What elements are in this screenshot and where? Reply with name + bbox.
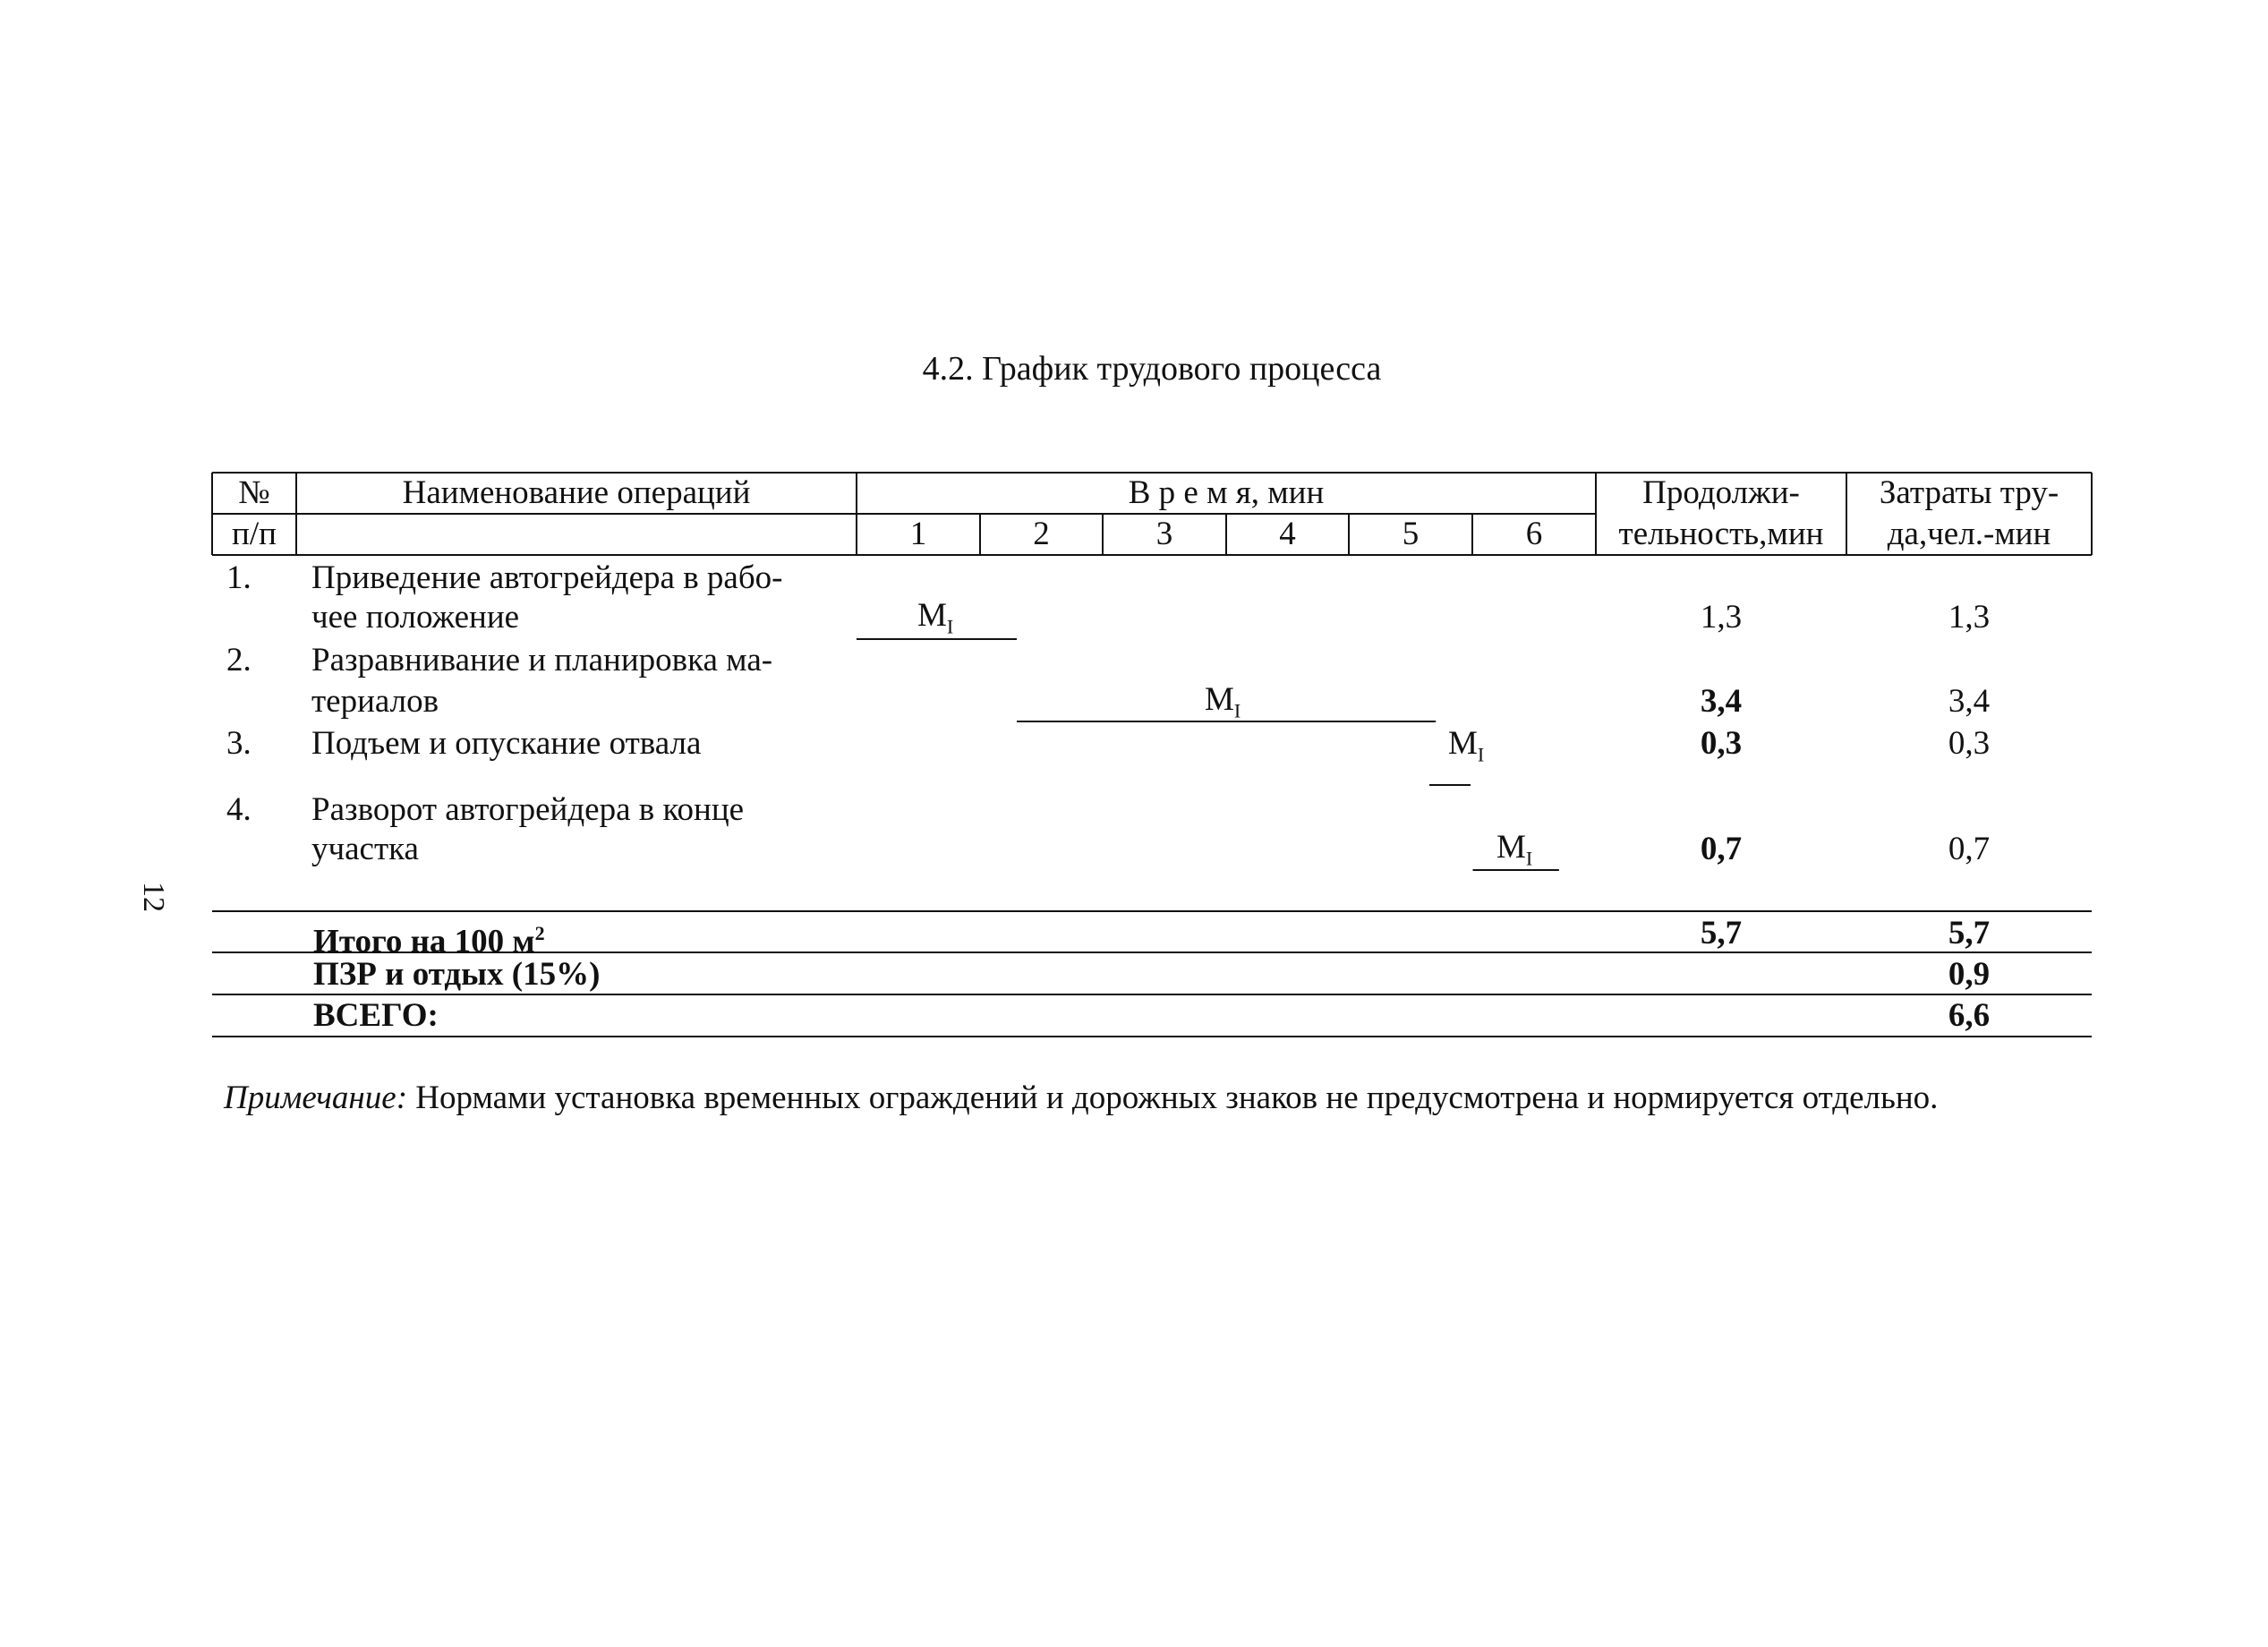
header-minute-1: 1 — [909, 516, 927, 552]
header-time: В р е м я, мин — [1128, 474, 1325, 511]
row-2-name-line1: Разравнивание и планировка ма- — [311, 642, 773, 678]
footnote — [224, 1079, 1938, 1117]
row-4-duration: 0,7 — [1700, 831, 1743, 867]
row-4-name-line2: участка — [311, 831, 419, 867]
header-duration-top: Продолжи- — [1642, 474, 1800, 511]
header-labor-top: Затраты тру- — [1879, 474, 2059, 511]
header-labor-bottom: да,чел.-мин — [1887, 516, 2051, 552]
header-num-top: № — [238, 474, 270, 511]
row-4-name-line1: Разворот автогрейдера в конце — [311, 791, 745, 828]
row-1-labor: 1,3 — [1948, 599, 1991, 636]
row-2-worker: $М_I$ — [1205, 681, 1241, 722]
page-number: 12 — [137, 882, 170, 912]
page-title: 4.2. График трудового процесса — [922, 350, 1382, 388]
footnote-label: Примечание: — [224, 1080, 408, 1116]
row-1-duration: 1,3 — [1700, 599, 1743, 636]
row-2-num: 2. — [226, 642, 252, 678]
row-1-num: 1. — [226, 559, 252, 596]
pzr-labor: 0,9 — [1948, 956, 1991, 993]
row-2-duration: 3,4 — [1700, 683, 1743, 720]
itogo-duration: 5,7 — [1700, 915, 1743, 952]
row-1-name-line2: чее положение — [311, 599, 520, 636]
row-2-labor: 3,4 — [1948, 683, 1991, 720]
row-2-name-line2: териалов — [311, 683, 439, 720]
row-1-worker: $М_I$ — [917, 597, 954, 638]
row-3-worker: $М_I$ — [1448, 725, 1485, 766]
itogo-label: Итого на 100 $м^2$ — [313, 922, 545, 960]
vsego-label: ВСЕГО: — [313, 997, 439, 1034]
row-3-labor: 0,3 — [1948, 725, 1991, 762]
header-num-bottom: п/п — [232, 516, 277, 552]
row-4-worker: $М_I$ — [1496, 829, 1533, 870]
header-minute-4: 4 — [1279, 516, 1296, 552]
row-4-labor: 0,7 — [1948, 831, 1991, 867]
header-minute-5: 5 — [1402, 516, 1420, 552]
itogo-labor: 5,7 — [1948, 915, 1991, 952]
row-3-duration: 0,3 — [1700, 725, 1743, 762]
header-operation-name: Наименование операций — [402, 474, 751, 511]
row-4-num: 4. — [226, 791, 252, 828]
header-minute-6: 6 — [1525, 516, 1543, 552]
pzr-label: ПЗР и отдых (15%) — [313, 956, 601, 993]
header-duration-bottom: тельность,мин — [1618, 516, 1824, 552]
row-3-name-line1: Подъем и опускание отвала — [311, 725, 702, 762]
vsego-labor: 6,6 — [1948, 997, 1991, 1034]
row-3-num: 3. — [226, 725, 252, 762]
header-minute-3: 3 — [1155, 516, 1173, 552]
row-1-name-line1: Приведение автогрейдера в рабо- — [311, 559, 783, 596]
footnote-text: Нормами установка временных ограждений и дорожных знаков не предусмотрена и нормируется отдельно. — [407, 1080, 1939, 1116]
header-minute-2: 2 — [1033, 516, 1050, 552]
